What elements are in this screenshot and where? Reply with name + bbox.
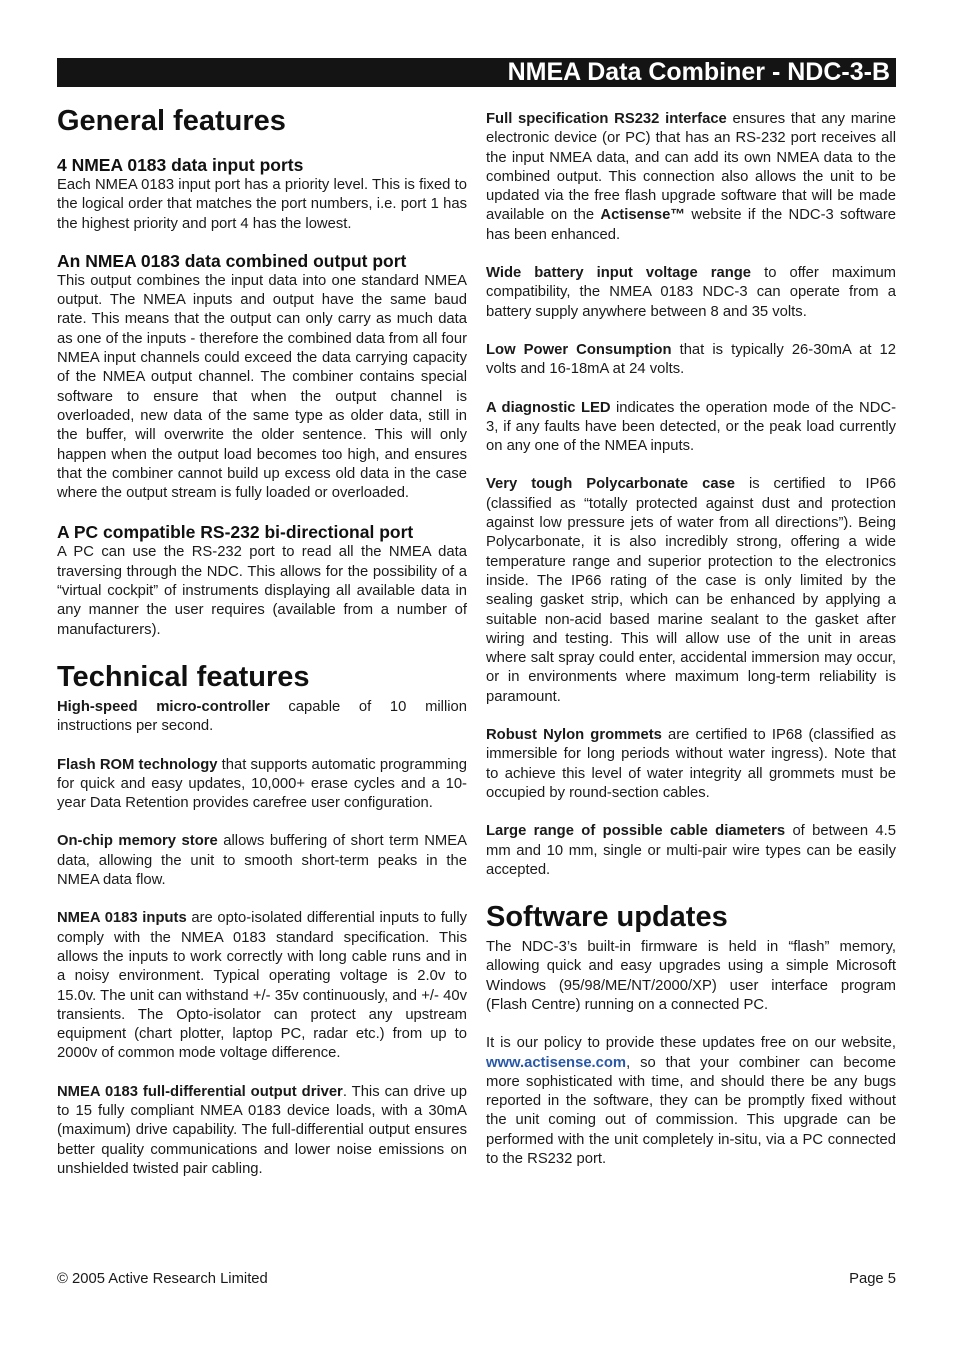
input-ports-heading: 4 NMEA 0183 data input ports	[57, 155, 304, 175]
software-text-1: The NDC-3’s built-in firmware is held in “flash” memory, allowing quick and easy upgrades using a simple Microsoft Windows (95/98/ME/NT/2000/XP) user interface program (Flash Centre) running on a connected PC.	[486, 939, 896, 1013]
general-features-heading: General features	[57, 105, 286, 137]
tech-item: Flash ROM technology that supports automatic programming for quick and easy updates, 10,000+ erase cycles and a 10-year Data Retention provides carefree user configuration.	[57, 756, 468, 812]
tech-item: NMEA 0183 inputs are opto-isolated differential inputs to fully comply with the NMEA 0183 standard specification. This allows the inputs to work correctly with long cable runs and in a noisy environment. Typical operating voltage is 2.0v to 15.0v. The unit can withstand +/- 35v continuously, and +/- 40v transients. The Opto-isolator can protect any upstream equipment (chart plotter, laptop PC, radar etc.) from up to 2000v of common mode voltage difference.	[57, 910, 468, 1062]
rs232-port-heading: A PC compatible RS-232 bi-directional port	[57, 522, 414, 543]
input-ports-text: Each NMEA 0183 input port has a priority level. This is fixed to the logical order that matches the port numbers, i.e. port 1 has the highest priority and port 4 has the lowest.	[57, 177, 467, 232]
feature-item: A diagnostic LED indicates the operation mode of the NDC-3, if any faults have been detected, or the peak load currently on any one of the NMEA inputs.	[486, 399, 896, 455]
footer-copyright: © 2005 Active Research Limited	[57, 1271, 268, 1287]
left-column	[57, 104, 467, 1179]
feature-item: Robust Nylon grommets are certified to IP68 (classified as immersible for long periods without water ingress). Note that to achieve this level of water integrity all grommets must be occupied by round-section cables.	[486, 727, 896, 801]
feature-item: Large range of possible cable diameters of between 4.5 mm and 10 mm, single or multi-pair wire types can be easily accepted.	[486, 823, 897, 878]
output-port-text: This output combines the input data into one standard NMEA output. The NMEA inputs and output have the same baud rate. This means that the output can only carry as much data as one of the inputs - therefore the combined data from all four NMEA input channels could exceed the data carrying capacity of the NMEA output channel. The combiner contains special software to ensure that when the output channel is overloaded, new data of the same type as older data, still in the buffer, will overwrite the older sentence. This will only happen when the output load becomes too high, and ensures that the combiner cannot build up excess old data in the case where the output stream is fully loaded or overloaded.	[57, 272, 467, 502]
feature-item: Very tough Polycarbonate case is certified to IP66 (classified as “totally protected against dust and protection against low pressure jets of water from all directions”). Being Polycarbonate, it is also incredibly strong, offering a wide temperature range and superior protection to the electronics inside. The IP66 rating of the case is only limited by the sealing gasket strip, which can be enhanced by applying a suitable non-acid based marine sealant to the gasket after wiring and testing. This will allow use of the unit in areas where salt spray could enter, accidental immersion may occur, or in environments where maximum long-term reliability is paramount.	[486, 476, 896, 705]
feature-item: Low Power Consumption that is typically 26-30mA at 12 volts and 16-18mA at 24 volts.	[486, 341, 896, 378]
rs232-port-text: A PC can use the RS-232 port to read all the NMEA data traversing through the NDC. This allows for the possibility of a “virtual cockpit” of instruments displaying all available data in any manner the user requires (available from a number of manufacturers).	[57, 544, 467, 638]
header-title: NMEA Data Combiner - NDC-3-B	[507, 58, 890, 86]
footer-page-number: Page 5	[849, 1271, 896, 1287]
software-updates-heading: Software updates	[486, 901, 728, 934]
output-port-heading: An NMEA 0183 data combined output port	[57, 250, 407, 271]
page-header	[57, 58, 896, 87]
rs232-interface-text: Full specification RS232 interface ensures that any marine electronic device (or PC) that has an RS-232 port receives all the input NMEA data, and can add its own NMEA data to the combined output. This connection also allows the unit to be updated via the free flash upgrade software that will be made available on the Actisense™ website if the NDC-3 software has been enhanced.	[486, 111, 896, 243]
tech-item: On-chip memory store allows buffering of short term NMEA data, allowing the unit to smooth short-term peaks in the NMEA data flow.	[57, 833, 467, 889]
website-link[interactable]: www.actisense.com	[486, 1054, 627, 1071]
tech-item: High-speed micro-controller capable of 10 million instructions per second.	[57, 698, 468, 735]
feature-item: Wide battery input voltage range to offer maximum compatibility, the NMEA 0183 NDC-3 can operate from a battery supply anywhere between 8 and 35 volts.	[486, 265, 896, 320]
technical-features-heading: Technical features	[57, 660, 310, 693]
tech-item: NMEA 0183 full-differential output driver. This can drive up to 15 fully compliant NMEA 0183 device loads, with a 30mA (maximum) drive capability. The full-differential output ensures better quality communications and lower noise emissions on unshielded twisted pair cabling.	[57, 1083, 467, 1177]
right-column	[486, 110, 896, 1169]
software-text-2: It is our policy to provide these updates free on our website, www.actisense.com, so that your combiner can become more sophisticated with time, and should there be any bugs reported in the software, they can be promptly fixed without the unit coming out of commission. This upgrade can be performed with the unit completely in-situ, via a PC connected to the RS232 port.	[486, 1035, 896, 1168]
